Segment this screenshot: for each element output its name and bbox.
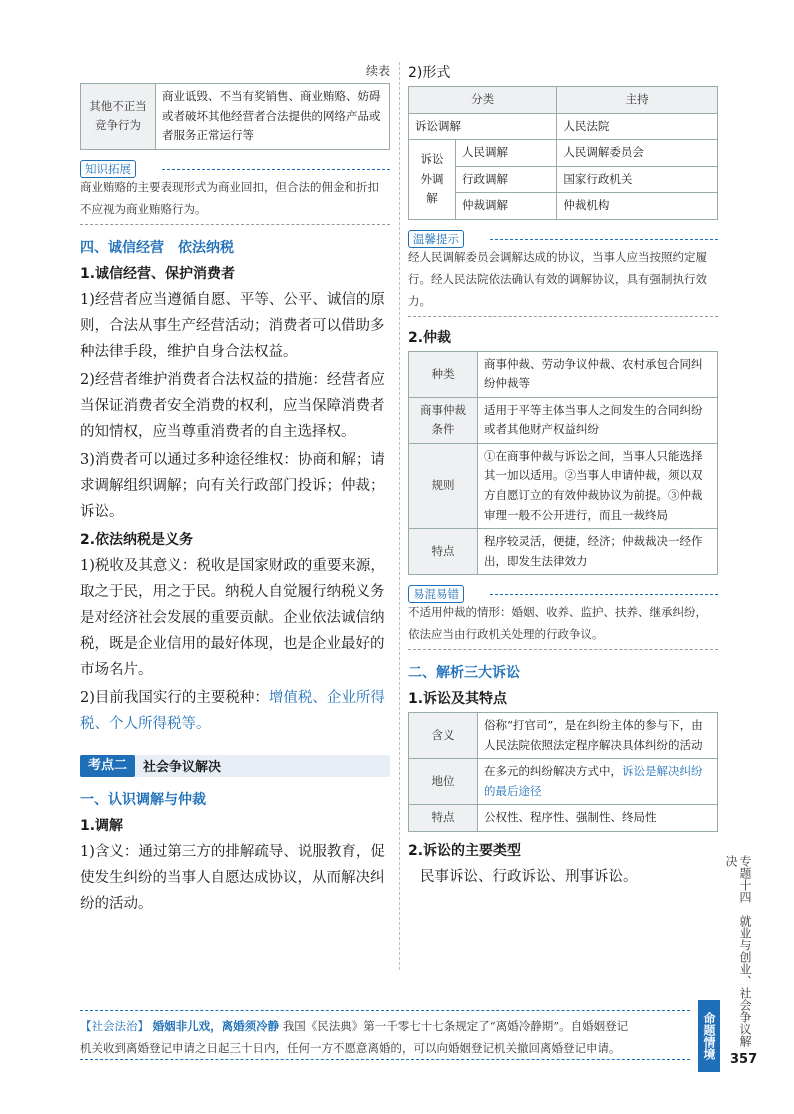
page-number: 357 (730, 1052, 758, 1067)
paragraph: 1)经营者应当遵循自愿、平等、公平、诚信的原则，合法从事生产经营活动；消费者可以借助多种法律手段，维护自身合法权益。 (80, 291, 385, 360)
table-cell: 人民调解委员会 (557, 140, 718, 167)
table-cell: 仲裁调解 (456, 193, 557, 220)
form-title: 2)形式 (408, 65, 451, 81)
chapter-sidebar-title: 专题十四 就业与创业、社会争议解决 (724, 855, 752, 1047)
arbitration-table (408, 351, 718, 575)
footer-line-2: 机关收到离婚登记申请之日起三十日内，任何一方不愿意离婚的，可以向婚姻登记机关撤回离婚登记申请。 (80, 1037, 690, 1060)
key-point-badge: 考点二 (80, 755, 135, 777)
table-key: 种类 (409, 351, 478, 397)
table-cell: 行政调解 (456, 166, 557, 193)
tip-tagline (490, 239, 718, 240)
mediation-form-table (408, 86, 718, 220)
left-column (80, 62, 390, 917)
tip-text: 不适用仲裁的情形：婚姻、收养、监护、扶养、继承纠纷，依法应当由行政机关处理的行政争议。 (408, 601, 718, 650)
tip-confusion (408, 583, 718, 650)
subheading: 2.诉讼的主要类型 (408, 842, 522, 859)
footer-note (80, 1010, 690, 1060)
table-cell: 仲裁机构 (557, 193, 718, 220)
tip-text: 经人民调解委员会调解达成的协议，当事人应当按照约定履行。经人民法院依法确认有效的调解协议，具有强制执行效力。 (408, 246, 718, 317)
table-value: 商事仲裁、劳动争议仲裁、农村承包合同纠纷仲裁等 (478, 351, 718, 397)
section-title: 一、认识调解与仲裁 (80, 791, 206, 808)
table-key: 特点 (409, 529, 478, 575)
footer-tag: 【社会法治】 (80, 1019, 149, 1033)
tip-knowledge (80, 158, 390, 225)
value-prefix: 在多元的纠纷解决方式中， (484, 764, 622, 779)
subheading: 1.诚信经营、保护消费者 (80, 265, 236, 282)
subheading: 1.诉讼及其特点 (408, 691, 508, 708)
table-group-cell: 诉讼外调解 (409, 140, 456, 220)
highlight-text: 增值税、企业所得税、个人所得税等。 (80, 689, 385, 732)
subheading: 2.仲裁 (408, 329, 452, 346)
tip-text: 商业贿赂的主要表现形式为商业回扣，但合法的佣金和折扣不应视为商业贿赂行为。 (80, 176, 390, 225)
key-point-bar (80, 755, 390, 777)
paragraph: 1)含义：通过第三方的排解疏导、说服教育，促使发生纠纷的当事人自愿达成协议，从而解决纠纷的活动。 (80, 843, 385, 912)
section-title: 四、诚信经营 依法纳税 (80, 239, 234, 256)
paragraph: 2)经营者维护消费者合法权益的措施：经营者应当保证消费者安全消费的权利，应当保障消费者的知情权，应当尊重消费者的自主选择权。 (80, 371, 385, 440)
table-header: 主持 (557, 87, 718, 114)
table-key: 含义 (409, 713, 478, 759)
table-value: 适用于平等主体当事人之间发生的合同纠纷或者其他财产权益纠纷 (478, 397, 718, 443)
subheading: 2.依法纳税是义务 (80, 531, 194, 548)
key-point-title: 社会争议解决 (143, 760, 222, 776)
continued-label: 续表 (365, 64, 390, 78)
table-cell: 人民调解 (456, 140, 557, 167)
table-key: 规则 (409, 443, 478, 528)
competition-table (80, 83, 390, 150)
table-cell: 诉讼调解 (409, 113, 557, 140)
footer-text: 我国《民法典》第一千零七十七条规定了“离婚冷静期”。自婚姻登记 (282, 1019, 629, 1033)
context-block-label: 命题情境 (702, 1012, 716, 1060)
litigation-table (408, 712, 718, 832)
table-key: 地位 (409, 759, 478, 805)
tip-warm (408, 228, 718, 317)
footer-line-1 (80, 1015, 690, 1037)
table-value: 公权性、程序性、强制性、终局性 (478, 805, 718, 832)
table-value: 程序较灵活，便捷，经济；仲裁裁决一经作出，即发生法律效力 (478, 529, 718, 575)
table-cell: 人民法院 (557, 113, 718, 140)
table-key: 特点 (409, 805, 478, 832)
paragraph: 民事诉讼、行政诉讼、刑事诉讼。 (420, 868, 638, 885)
table-label: 其他不正当竞争行为 (81, 84, 156, 150)
context-block (698, 1000, 720, 1072)
paragraph: 3)消费者可以通过多种途径维权：协商和解；请求调解组织调解；向有关行政部门投诉；仲裁；诉讼。 (80, 451, 385, 520)
table-key: 商事仲裁条件 (409, 397, 478, 443)
table-value: 俗称“打官司”，是在纠纷主体的参与下，由人民法院依照法定程序解决具体纠纷的活动 (478, 713, 718, 759)
paragraph-prefix: 2)目前我国实行的主要税种： (80, 689, 269, 706)
highlight-text: 诉讼是解决纠纷的最后途径 (484, 764, 703, 798)
table-value (478, 759, 718, 805)
subheading: 1.调解 (80, 817, 124, 834)
tip-tagline (162, 169, 390, 170)
right-column (408, 62, 718, 890)
tip-tagline (490, 594, 718, 595)
tip-tag: 温馨提示 (408, 230, 464, 248)
column-divider (399, 62, 400, 970)
table-content: 商业诋毁、不当有奖销售、商业贿赂、妨碍或者破坏其他经营者合法提供的网络产品或者服务正常运行等 (156, 84, 390, 150)
table-header: 分类 (409, 87, 557, 114)
tip-tag: 知识拓展 (80, 160, 136, 178)
table-cell: 国家行政机关 (557, 166, 718, 193)
tip-tag: 易混易错 (408, 585, 464, 603)
table-value: ①在商事仲裁与诉讼之间，当事人只能选择其一加以适用。②当事人申请仲裁，须以双方自愿订立的有效仲裁协议为前提。③仲裁审理一般不公开进行，而且一裁终局 (478, 443, 718, 528)
section-title: 二、解析三大诉讼 (408, 665, 520, 682)
paragraph: 1)税收及其意义：税收是国家财政的重要来源，取之于民，用之于民。纳税人自觉履行纳税义务是对经济社会发展的重要贡献。企业依法诚信纳税，既是企业信用的最好体现，也是企业最好的市场名片。 (80, 557, 385, 678)
paragraph (80, 685, 390, 737)
footer-title: 婚姻非儿戏，离婚须冷静 (152, 1019, 280, 1033)
